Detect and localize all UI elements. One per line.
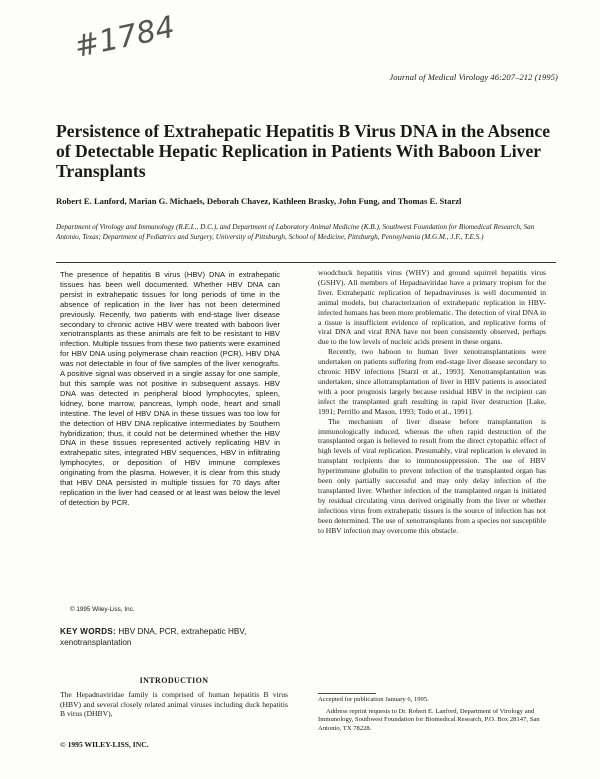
abstract: The presence of hepatitis B virus (HBV) DNA in extrahepatic tissues has been well documented. Whether HBV DNA can persist in extrahepatic tissues for long periods of time in the absence of replication in the liver has not been determined previously. Recently, two patients with end-stage liver disease secondary to chronic active HBV were treated with baboon liver xenotransplants as these animals are felt to be resistant to HBV infection. Multiple tissues from these two patients were examined for HBV DNA using polymerase chain reaction (PCR). HBV DNA was not detectable in four of five samples of the liver xenografts. A positive signal was observed in a single assay for one sample, but this sample was not positive in subsequent assays. HBV DNA was detected in peripheral blood lymphocytes, spleen, kidney, bone marrow, pancreas, lymph node, heart and small intestine. The level of HBV DNA in these tissues was too low for the detection of HBV DNA replicative intermediates by Southern hybridization; thus, it could not be determined whether the HBV DNA in these tissues represented actively replicating HBV in extrahepatic sites, integrated HBV sequences, HBV in infiltrating lymphocytes, or deposition of HBV immune complexes originating from the plasma. However, it is clear from this study that HBV DNA persisted in multiple tissues for 70 days after replication in the liver had ceased or at least was below the level of detection by PCR. bbox=[60, 270, 280, 507]
handwritten-annotation bbox=[70, 10, 180, 66]
keywords-text: HBV DNA, PCR, extrahepatic HBV, xenotransplantation bbox=[60, 627, 247, 647]
keywords-label: KEY WORDS: bbox=[60, 627, 117, 636]
abstract-copyright: © 1995 Wiley-Liss, Inc. bbox=[70, 606, 135, 613]
body-paragraph: Recently, two baboon to human liver xenotransplantations were undertaken on patients suffering from end-stage liver disease secondary to chronic HBV infections [Starzl et al., 1993]. Xenotransplantation was undertaken, since allotransplantation of liver in HBV patients is associated with a poor prognosis largely because residual HBV in the recipient can infect the transplanted graft resulting in rapid liver destruction [Lake, 1991; Perrillo and Mason, 1993; Todo et al., 1991]. bbox=[318, 347, 546, 416]
body-paragraph: The mechanism of liver disease before transplantation is immunologically induced, whereas the often rapid destruction of the transplanted organ is believed to result from the direct cytopathic effect of high levels of viral replication. Presumably, viral replication is elevated in transplant recipients due to immunosuppression. The use of HBV hyperimmune globulin to prevent infection of the transplanted organ has been only partially successful and may only delay infection of the transplanted liver. Whether infection of the transplanted organ is initiated by residual circulating virus derived originally from the liver or whether infectious virus from extrahepatic tissues is the source of infection has not been determined. The use of xenotransplants from a species not susceptible to HBV infection may overcome this obstacle. bbox=[318, 416, 546, 535]
body-paragraph: woodchuck hepatitis virus (WHV) and ground squirrel hepatitis virus (GSHV). All members of Hepadnaviridae have a primary tropism for the liver. Extrahepatic replication of hepadnaviruses is well documented in animal models, but characterization of extrahepatic replication in HBV-infected humans has been more problematic. The detection of viral DNA in a tissue is insufficient evidence of replication, and replicative forms of viral DNA and viral RNA have not been consistently observed, perhaps due to the low levels of nucleic acids present in these organs. bbox=[318, 268, 546, 347]
article-title: Persistence of Extrahepatic Hepatitis B Virus DNA in the Absence of Detectable Hepatic Replication in Patients With Baboon Liver Transplants bbox=[56, 121, 551, 181]
reprint-address: Address reprint requests to Dr. Robert E. Lanford, Department of Virology and Immunology, Southwest Foundation for Biomedical Research, P.O. Box 28147, San Antonio, TX 78228. bbox=[318, 707, 540, 732]
right-column bbox=[318, 268, 546, 535]
author-list: Robert E. Lanford, Marian G. Michaels, Deborah Chavez, Kathleen Brasky, John Fung, and Thomas E. Starzl bbox=[56, 196, 462, 206]
header-divider bbox=[56, 262, 556, 263]
svg-text:#1784: #1784 bbox=[71, 10, 178, 66]
introduction-text: The Hepadnaviridae family is comprised of human hepatitis B virus (HBV) and several closely related animal viruses including duck hepatitis B virus (DHBV), bbox=[60, 690, 288, 719]
journal-citation: Journal of Medical Virology 46:207–212 (1995) bbox=[389, 72, 558, 82]
introduction-heading: INTRODUCTION bbox=[139, 676, 209, 685]
footnote bbox=[318, 696, 548, 736]
affiliations: Department of Virology and Immunology (R.E.L., D.C.), and Department of Laboratory Animal Medicine (K.B.), Southwest Foundation for Biomedical Research, San Antonio, Texas; Department of Pediatrics and Surgery, University of Pittsburgh, School of Medicine, Pittsburgh, Pennsylvania (M.G.M., J.F., T.E.S.) bbox=[56, 223, 535, 241]
footer-copyright: © 1995 WILEY-LISS, INC. bbox=[60, 740, 149, 749]
keywords bbox=[60, 627, 288, 648]
footnote-divider bbox=[318, 693, 376, 694]
accepted-note: Accepted for publication January 6, 1995. bbox=[318, 696, 429, 703]
